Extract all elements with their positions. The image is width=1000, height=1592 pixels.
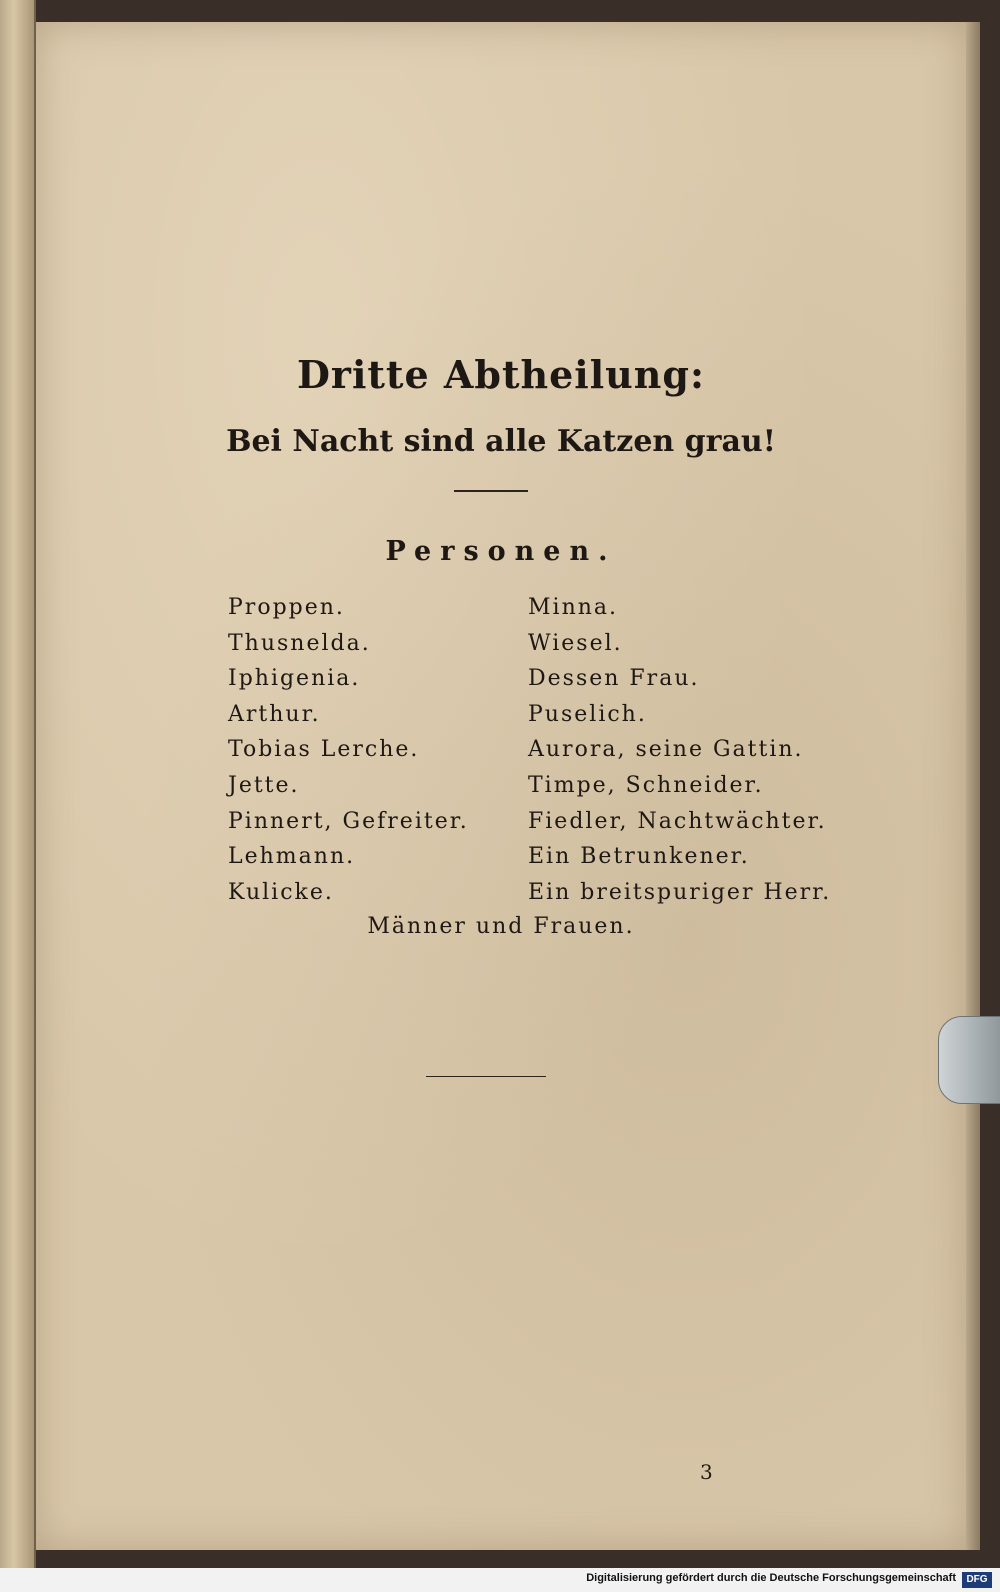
cast-item: Aurora, seine Gattin. xyxy=(528,737,804,763)
book-page xyxy=(36,22,966,1550)
extras-line: Männer und Frauen. xyxy=(367,914,635,939)
divider-rule xyxy=(454,490,528,492)
cast-item: Iphigenia. xyxy=(228,666,361,692)
cast-item: Wiesel. xyxy=(528,630,623,656)
act-title: Dritte Abtheilung: xyxy=(296,352,706,397)
cast-item: Pinnert, Gefreiter. xyxy=(228,808,469,834)
play-subtitle: Bei Nacht sind alle Katzen grau! xyxy=(226,424,776,459)
divider-rule xyxy=(426,1076,546,1077)
cast-item: Fiedler, Nachtwächter. xyxy=(528,808,827,834)
dfg-logo: DFG xyxy=(962,1572,992,1588)
previous-page-edge xyxy=(0,0,36,1568)
cast-item: Proppen. xyxy=(228,595,345,620)
cast-item: Timpe, Schneider. xyxy=(528,772,764,798)
cast-item: Minna. xyxy=(528,595,619,620)
footer-credit: Digitalisierung gefördert durch die Deutsche Forschungsgemeinschaft xyxy=(586,1572,956,1584)
footer-bar xyxy=(0,1568,1000,1592)
cast-item: Arthur. xyxy=(228,701,321,727)
persons-heading: Personen. xyxy=(385,536,617,567)
cast-item: Dessen Frau. xyxy=(528,666,700,692)
cast-item: Puselich. xyxy=(528,701,647,727)
cast-item: Ein Betrunkener. xyxy=(528,844,750,870)
cast-item: Thusnelda. xyxy=(228,630,371,656)
cast-item: Jette. xyxy=(228,772,300,798)
page-clip-tab xyxy=(938,1016,1000,1104)
cast-column-right xyxy=(528,590,831,910)
page-edge xyxy=(966,22,980,1550)
cast-item: Kulicke. xyxy=(228,879,334,905)
page-number: 3 xyxy=(700,1460,713,1484)
cast-item: Tobias Lerche. xyxy=(228,737,420,763)
cast-item: Lehmann. xyxy=(228,844,356,870)
cast-column-left xyxy=(228,590,469,910)
cast-item: Ein breitspuriger Herr. xyxy=(528,879,832,905)
